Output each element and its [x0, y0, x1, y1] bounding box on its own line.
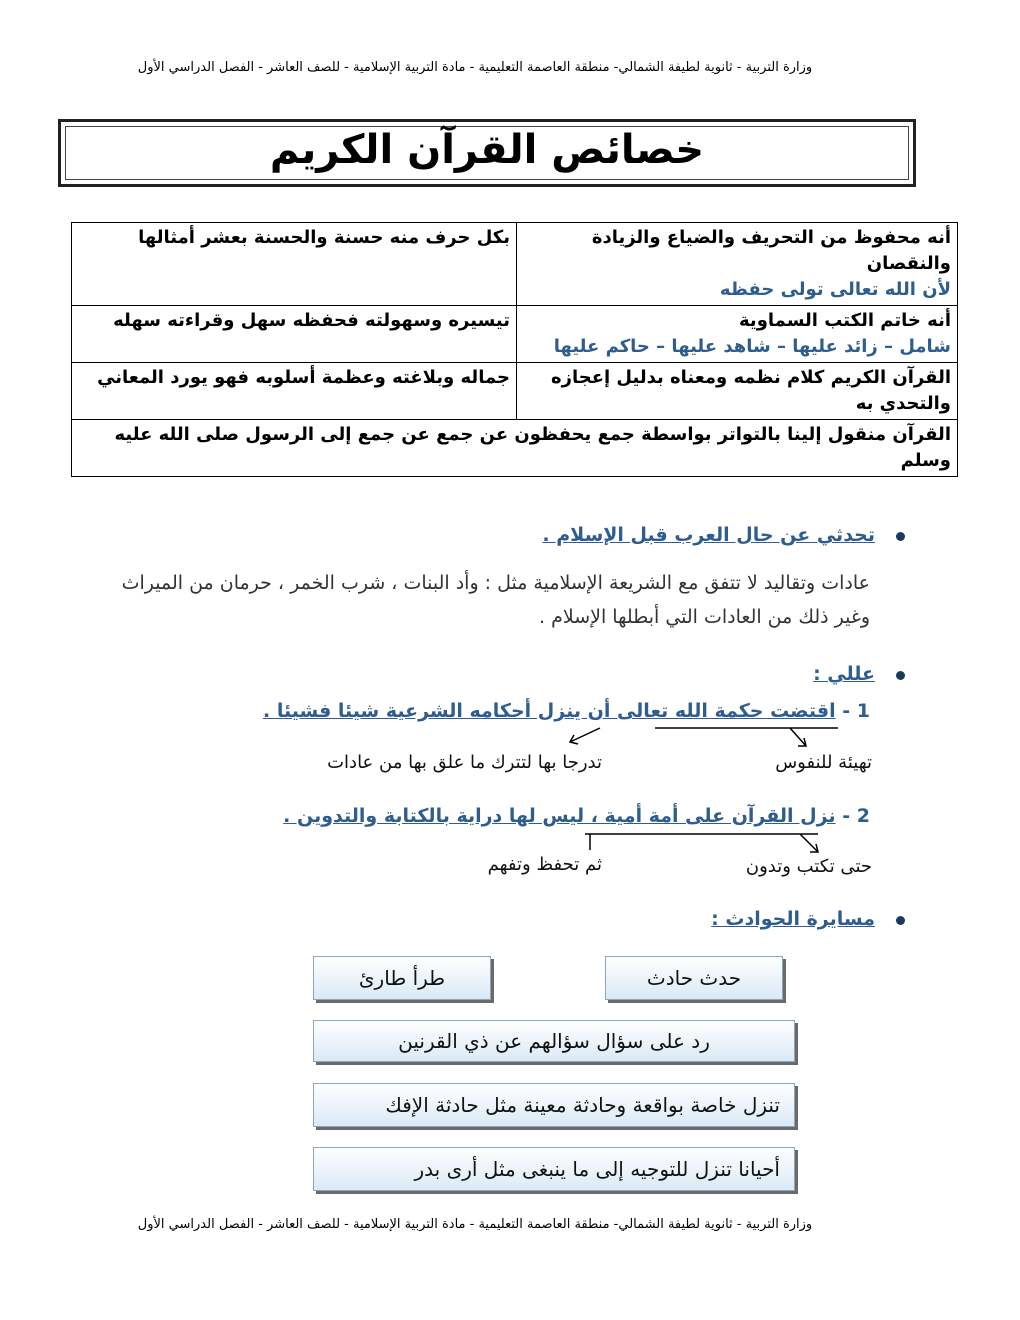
table-cell: جماله وبلاغته وعظمة أسلوبه فهو يورد المعاني — [72, 363, 517, 420]
table-cell: تيسيره وسهولته فحفظه سهل وقراءته سهله — [72, 306, 517, 363]
event-box: حدث حادث — [605, 956, 783, 1000]
table-full-row-cell: القرآن منقول إلينا بالتواتر بواسطة جمع يحفظون عن جمع عن جمع إلى الرسول صلى الله عليه وسلم — [72, 420, 958, 477]
cell-main-text: القرآن الكريم كلام نظمه ومعناه بدليل إعجازه والتحدي به — [550, 367, 951, 414]
event-box: تنزل خاصة بواقعة وحادثة معينة مثل حادثة الإفك — [313, 1083, 795, 1127]
branch-right-1: تهيئة للنفوس — [775, 752, 872, 773]
page-footer: وزارة التربية - ثانوية لطيفة الشمالي- منطقة العاصمة التعليمية - مادة التربية الإسلامية - للصف العاشر - الفصل الدراسي الأول — [137, 1217, 813, 1232]
branch-left-2: ثم تحفظ وتفهم — [487, 854, 602, 875]
heading-text: تحدثي عن حال العرب قبل الإسلام . — [542, 524, 875, 546]
cell-note-text: شامل – زائد عليها – شاهد عليها – حاكم عليها — [553, 336, 951, 357]
table-cell: بكل حرف منه حسنة والحسنة بعشر أمثالها — [72, 223, 517, 306]
item-text: اقتضت حكمة الله تعالى أن ينزل أحكامه الشرعية شيئا فشيئا . — [263, 700, 836, 722]
branch-left-1: تدرجا بها لتترك ما علق بها من عادات — [327, 752, 602, 773]
bullet-icon — [896, 916, 905, 925]
arabs-paragraph: عادات وتقاليد لا تتفق مع الشريعة الإسلامية مثل : وأد البنات ، شرب الخمر ، حرمان من الميراث وغير ذلك من العادات التي أبطلها الإسلام . — [121, 572, 870, 628]
page-title: خصائص القرآن الكريم — [269, 127, 705, 173]
item-number: 1 - — [842, 700, 870, 722]
page-header: وزارة التربية - ثانوية لطيفة الشمالي- منطقة العاصمة التعليمية - مادة التربية الإسلامية - للصف العاشر - الفصل الدراسي الأول — [137, 60, 813, 75]
arrow-left-1 — [570, 728, 600, 742]
heading-text: مسايرة الحوادث : — [711, 908, 875, 930]
event-box: أحيانا تنزل للتوجيه إلى ما ينبغى مثل أرى بدر — [313, 1147, 795, 1191]
cell-note-text: لأن الله تعالى تولى حفظه — [719, 279, 951, 300]
item-number: 2 - — [842, 805, 870, 827]
arrow-right-1 — [790, 728, 806, 746]
branch-right-2: حتى تكتب وتدون — [745, 856, 872, 877]
cell-main-text: أنه خاتم الكتب السماوية — [739, 310, 951, 331]
event-box: رد على سؤال سؤالهم عن ذي القرنين — [313, 1020, 795, 1062]
item-text: نزل القرآن على أمة أمية ، ليس لها دراية بالكتابة والتدوين . — [283, 805, 836, 827]
cell-main-text: أنه محفوظ من التحريف والضياع والزيادة والنقصان — [591, 227, 951, 274]
heading-text: عللي : — [813, 663, 875, 685]
arrow-right-2 — [800, 834, 818, 852]
event-box: طرأ طارئ — [313, 956, 491, 1000]
section-heading-events — [711, 908, 875, 930]
